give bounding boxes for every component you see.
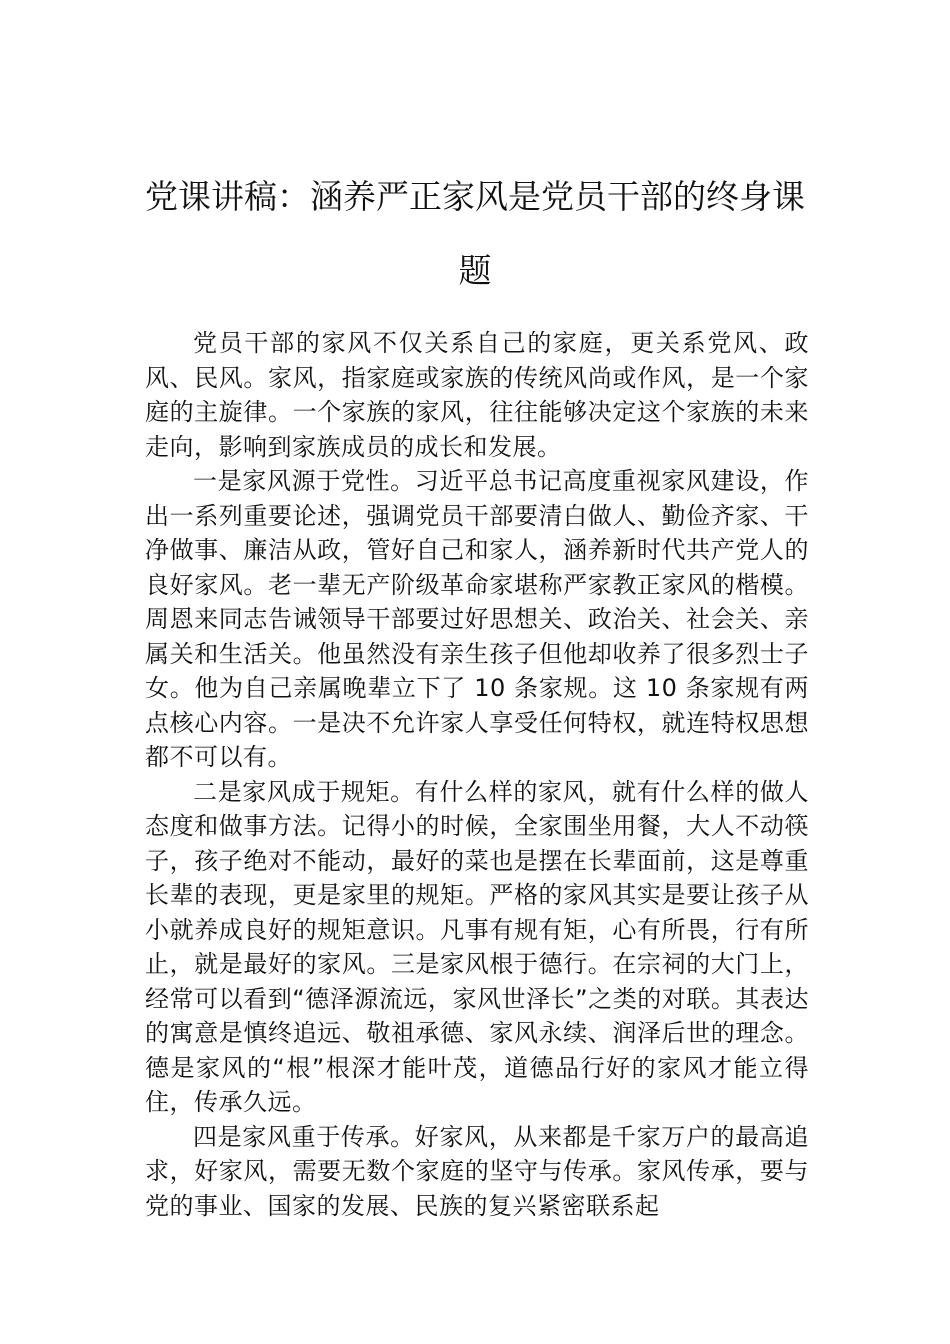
document-body: [145, 326, 809, 1223]
paragraph-inheritance: 四是家风重于传承。好家风，从来都是千家万户的最高追求，好家风，需要无数个家庭的坚守与传承。家风传承，要与党的事业、国家的发展、民族的复兴紧密联系起: [145, 1122, 809, 1220]
paragraph-intro: 党员干部的家风不仅关系自己的家庭，更关系党风、政风、民风。家风，指家庭或家族的传统风尚或作风，是一个家庭的主旋律。一个家族的家风，往往能够决定这个家族的未来走向，影响到家族成员的成长和发展。: [145, 329, 809, 461]
document-title: 党课讲稿：涵养严正家风是党员干部的终身课题: [145, 177, 805, 290]
paragraph-party-spirit: 一是家风源于党性。习近平总书记高度重视家风建设，作出一系列重要论述，强调党员干部要清白做人、勤俭齐家、干净做事、廉洁从政，管好自己和家人，涵养新时代共产党人的良好家风。老一辈无产阶级革命家堪称严家教正家风的楷模。周恩来同志告诫领导干部要过好思想关、政治关、社会关、亲属关和生活关。他虽然没有亲生孩子但他却收养了很多烈士子女。他为自己亲属晚辈立下了 10 条家规。这 10 条家规有两点核心内容。一是决不允许家人享受任何特权，就连特权思想都不可以有。: [145, 467, 809, 771]
paragraph-rules-virtue: 二是家风成于规矩。有什么样的家风，就有什么样的做人态度和做事方法。记得小的时候，全家围坐用餐，大人不动筷子，孩子绝对不能动，最好的菜也是摆在长辈面前，这是尊重长辈的表现，更是家里的规矩。严格的家风其实是要让孩子从小就养成良好的规矩意识。凡事有规有矩，心有所畏，行有所止，就是最好的家风。三是家风根于德行。在宗祠的大门上，经常可以看到“德泽源流远，家风世泽长”之类的对联。其表达的寓意是慎终追远、敬祖承德、家风永续、润泽后世的理念。德是家风的“根”根深才能叶茂，道德品行好的家风才能立得住，传承久远。: [145, 777, 809, 1116]
